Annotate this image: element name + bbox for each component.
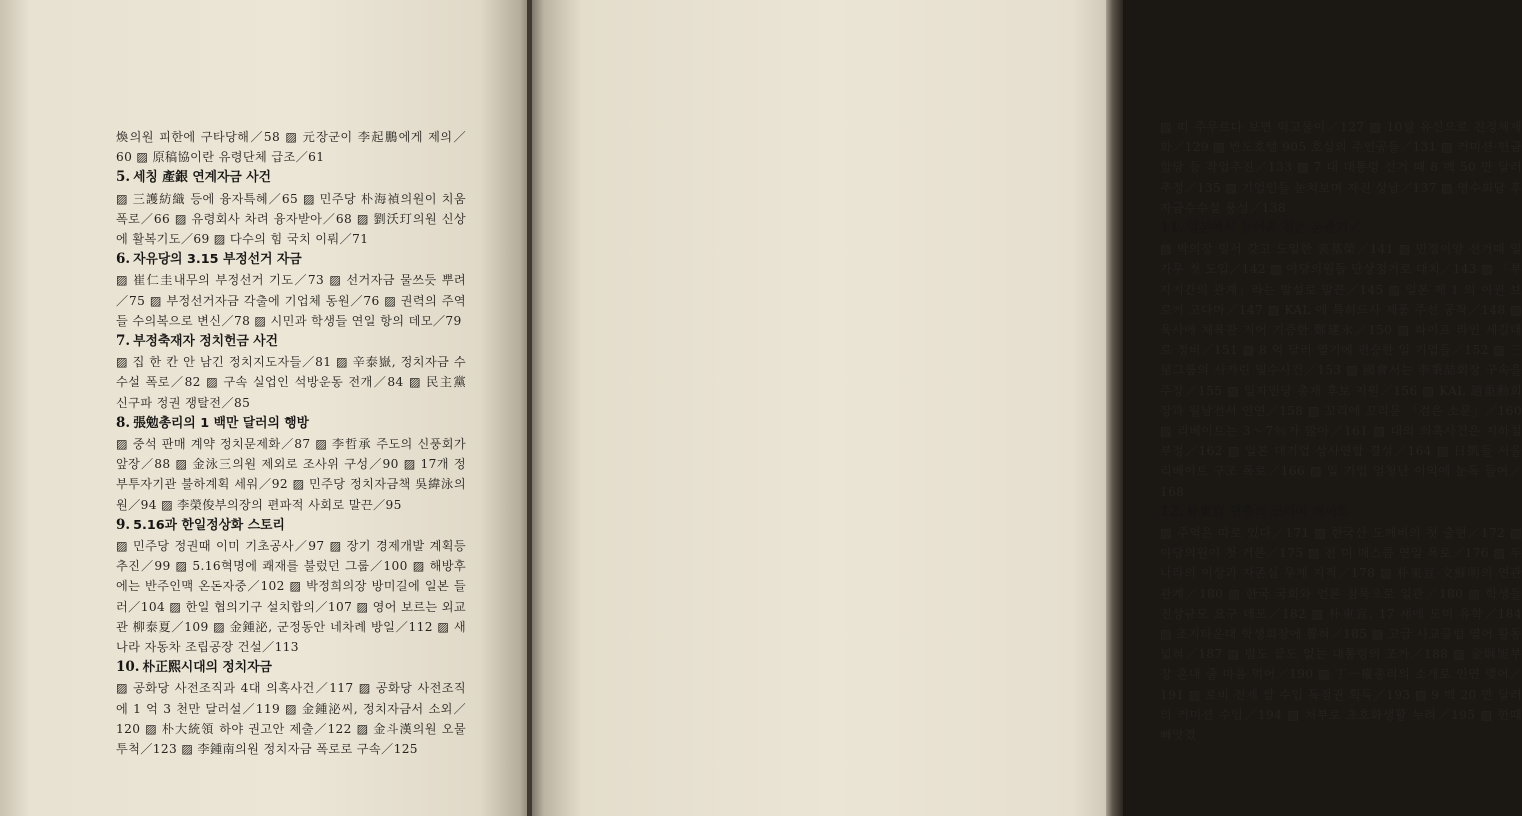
chapter-number: 6. [116,251,131,268]
chapter-title: 朴正熙시대의 정치자금 [142,660,272,676]
left-page-content [116,127,466,759]
book-cover-edge [1106,0,1123,816]
chapter-number: 11. [1160,220,1184,237]
toc-entry-paragraph: ▨ 三護紡織 등에 융자특혜／65 ▨ 민주당 朴海禎의원이 치움 폭로／66 ▨ 유령회사 차려 융자받아／68 ▨ 劉沃玎의원 신상에 활복기도／69 ▨ 다수의 힘 국치 이뤄／71 [116,191,466,247]
toc-entry-paragraph: 煥의원 피한에 구타당해／58 ▨ 元장군이 李起鵬에게 제의／60 ▨ 原稿協이란 유령단체 급조／61 [116,130,466,165]
chapter-title: 세칭 產銀 연계자금 사건 [133,170,271,186]
right-page-content [1160,117,1522,745]
chapter-title: 일본에서 들어온 검은 돈줄기／ [1186,221,1362,237]
chapter-title: 朴東宣 연출의 코리아 게이트 [1186,504,1350,520]
chapter-number: 5. [116,169,131,186]
left-page [0,0,528,816]
chapter-heading [1160,218,1522,239]
chapter-heading [116,515,466,536]
chapter-number: 8. [116,414,131,431]
chapter-heading [116,413,466,434]
chapter-number: 7. [116,333,131,350]
chapter-number: 9. [116,516,131,533]
chapter-heading [116,331,466,352]
chapter-title: 부정축재자 정치헌금 사건 [133,334,278,350]
toc-entry-paragraph: ▨ 집 한 칸 안 남긴 정치지도자들／81 ▨ 辛泰嶽, 정치자금 수수설 폭로／82 ▨ 구속 실업인 석방운동 전개／84 ▨ 民主黨 신구파 정권 쟁탈전／85 [116,355,466,410]
chapter-heading [116,657,466,678]
right-page [532,0,1522,816]
toc-entry-paragraph: ▨ 떠 주무르다 보면 떡고물이／127 ▨ 10월 유신으로 친정체제화／129 ▨ 반도호텔 905 호실의 주인공들／131 ▨ 커미션·헌금 할당 등 작업추진／133 ▨ 7 대 대통령 선거 때 8 백 50 만 달러 추정／135 ▨ 기업인들 눈치보며 자진 상납／137 ▨ 영수회담 후 자금수수설 풍성／138 [1160,120,1522,215]
toc-entry-paragraph: ▨ 崔仁圭내무의 부정선거 기도／73 ▨ 선거자금 물쓰듯 뿌려／75 ▨ 부정선거자금 각출에 기업체 동원／76 ▨ 권력의 주역들 수의복으로 변신／78 ▨ 시민과 학생들 연일 항의 데모／79 [116,273,466,328]
chapter-heading [116,167,466,188]
chapter-heading [116,249,466,270]
chapter-title: 5.16과 한일정상화 스토리 [133,517,285,533]
chapter-title: 張勉총리의 1 백만 달러의 행방 [133,415,310,431]
chapter-title: 자유당의 3.15 부정선거 자금 [133,252,302,268]
chapter-number: 12. [1160,503,1184,520]
chapter-number: 10. [116,659,140,676]
toc-entry-paragraph: ▨ 공화당 사전조직과 4대 의혹사건／117 ▨ 공화당 사전조직에 1 억 3 천만 달러설／119 ▨ 金鍾泌씨, 정치자금서 소외／120 ▨ 朴大統領 하야 권고안 제출／122 ▨ 金斗漢의원 오물투척／123 ▨ 李鍾南의원 정치자금 폭로로 구속／125 [116,681,466,757]
chapter-heading [1160,502,1522,523]
toc-entry-paragraph: ▨ 중석 판매 계약 정치문제화／87 ▨ 李哲承 주도의 신풍회가 앞장／88 ▨ 金泳三의원 제외로 조사위 구성／90 ▨ 17개 정부투자기관 불하계획 세워／92 ▨ 민주당 정치자금책 吳緯泳의원／94 ▨ 李榮俊부의장의 편파적 사회로 말끈／95 [116,437,466,512]
toc-entry-paragraph: ▨ 민주당 정권때 이미 기초공사／97 ▨ 장기 경제개발 계획등 추진／99 ▨ 5.16혁명에 쾌재를 불렀던 그룹／100 ▨ 해방후에는 반주인맥 온돈자중／102 ▨ 박정희의장 방미길에 일본 들러／104 ▨ 한일 협의기구 설치합의／107 ▨ 영어 보르는 외교관 柳泰夏／109 ▨ 金鍾泌, 군정동안 네차례 방일／112 ▨ 새나라 자동차 조립공장 건설／113 [116,539,466,655]
toc-entry-paragraph: ▨ 박의장 빌서 갖고 도일한 裵基榮／141 ▨ 민정이양 선거때 밀가루 첫 도입／142 ▨ 야당의원들 단상점거로 대치／143 ▨ 「부자지간의 관계」라는 발설로 말끈／145 ▨ 일본 제 1 의 이권 브로커 고다마／147 ▨ KAL 에 특히드사 제품 주선 공작／148 ▨ 육사에 체육관 지어 기증한 鄭建永／150 ▨ 파이프 라인 세길대로 정비／151 ▨ 8 억 달러 열기에 편승한 일 기업들／152 ▨ 三星그룹의 사카린 밀수사건／153 ▨ 國會서는 李秉喆회장 구속을 주장／155 ▨ 일자민당 총재 후보 지원／156 ▨ KAL 趙重勳회장과 월남전서 인연／158 ▨ 꼬리에 꼬리문 「검은 소문」／160 ▨ 리베이트는 3～7％가 많아／161 ▨ 대의 의혹사건은 지하철 부정／162 ▨ 일본 대기업 상사연합 결성／164 ▨ 日凱들 서울 리베이트 구조 폭로／166 ▨ 일 기업 엄청난 이익에 눈독 들여／168 [1160,242,1522,499]
toc-entry-paragraph: ▨ 주역은 따로 있다／171 ▨ 한국산 도깨비의 첫 출현／172 ▨ 야당의원이 첫 거론／175 ▨ 전 미 매스콤 연일 폭로／176 ▨ 두 나라의 이상과 자존심 무제 지적／178 ▨ 朴東宣·文鮮明의 연관관계／180 ▨ 한국 국회와 언론 침묵으로 일관／180 ▨ 학생들 진상규모 요구 데모／182 ▨ 朴東宣, 17 세에 도미 유학／184 ▨ 조지타운대 학생회장에 뽑혀／185 ▨ 고급 사교클럽 열어 활동 넓혀／187 ▨ 빌도 끝도 없는 대통령의 조카／188 ▨ 金炯旭부장 혼내 줄 마음 먹어／190 ▨ 丁一權총리의 소개로 인연 맺어／191 ▨ 로비 전제 쌀 수입 독점권 획득／193 ▨ 9 백 20 만 달러의 커미션 수입／194 ▨ 처부로 초호화생활 누려／195 ▨ 한때 빼앗겼 [1160,526,1522,743]
